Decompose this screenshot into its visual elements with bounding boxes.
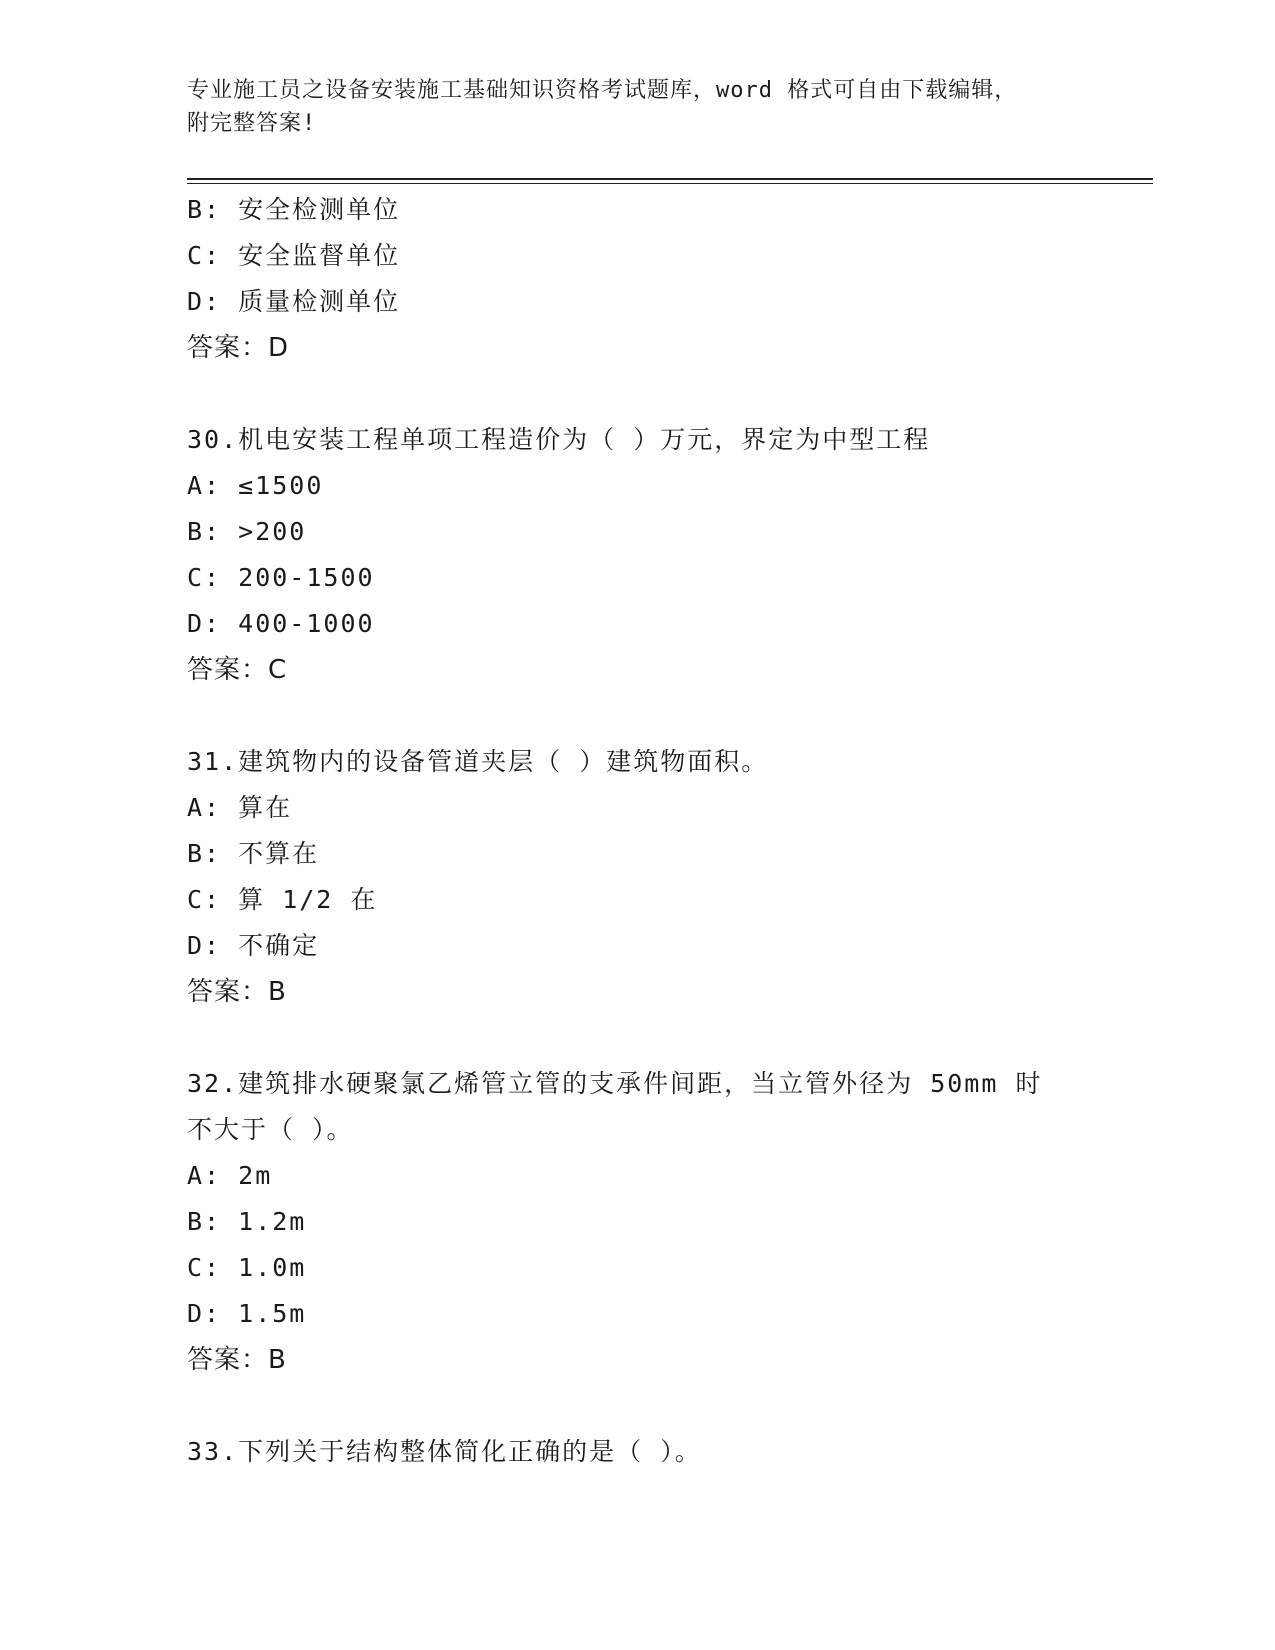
question-text: 30.机电安装工程单项工程造价为（ ）万元，界定为中型工程 [187,425,931,454]
answer: 答案：D [187,333,290,363]
option-c: C: 安全监督单位 [187,241,401,270]
question-32 [187,1061,1087,1383]
question-text: 31.建筑物内的设备管道夹层（ ）建筑物面积。 [187,747,769,776]
option-c: C: 200-1500 [187,563,375,592]
option-d: D: 质量检测单位 [187,287,401,316]
answer: 答案：B [187,977,287,1007]
spacer [187,1383,1087,1429]
option-a: A: 2m [187,1161,273,1190]
question-29 [187,187,1087,371]
option-b: B: 安全检测单位 [187,195,401,224]
question-text: 33.下列关于结构整体简化正确的是（ ）。 [187,1437,702,1466]
header-divider-thick [187,178,1153,180]
option-d: D: 1.5m [187,1299,307,1328]
option-b: B: >200 [187,517,307,546]
header-divider-thin [187,183,1153,184]
spacer [187,371,1087,417]
option-d: D: 不确定 [187,931,320,960]
answer: 答案：B [187,1345,287,1375]
option-b: B: 不算在 [187,839,320,868]
option-a: A: ≤1500 [187,471,324,500]
header-title-line2: 附完整答案! [187,111,317,136]
question-list [187,187,1087,1475]
spacer [187,693,1087,739]
question-text-line1: 32.建筑排水硬聚氯乙烯管立管的支承件间距，当立管外径为 50mm 时 [187,1069,1043,1098]
spacer [187,1015,1087,1061]
option-d: D: 400-1000 [187,609,375,638]
header-title-line1: 专业施工员之设备安装施工基础知识资格考试题库，word 格式可自由下载编辑， [187,78,1018,103]
question-31 [187,739,1087,1015]
option-c: C: 算 1/2 在 [187,885,378,914]
question-text-line2: 不大于（ ）。 [187,1115,354,1144]
option-c: C: 1.0m [187,1253,307,1282]
option-a: A: 算在 [187,793,293,822]
question-33 [187,1429,1087,1475]
option-b: B: 1.2m [187,1207,307,1236]
answer: 答案：C [187,655,288,685]
document-header [187,74,1087,140]
question-30 [187,417,1087,693]
